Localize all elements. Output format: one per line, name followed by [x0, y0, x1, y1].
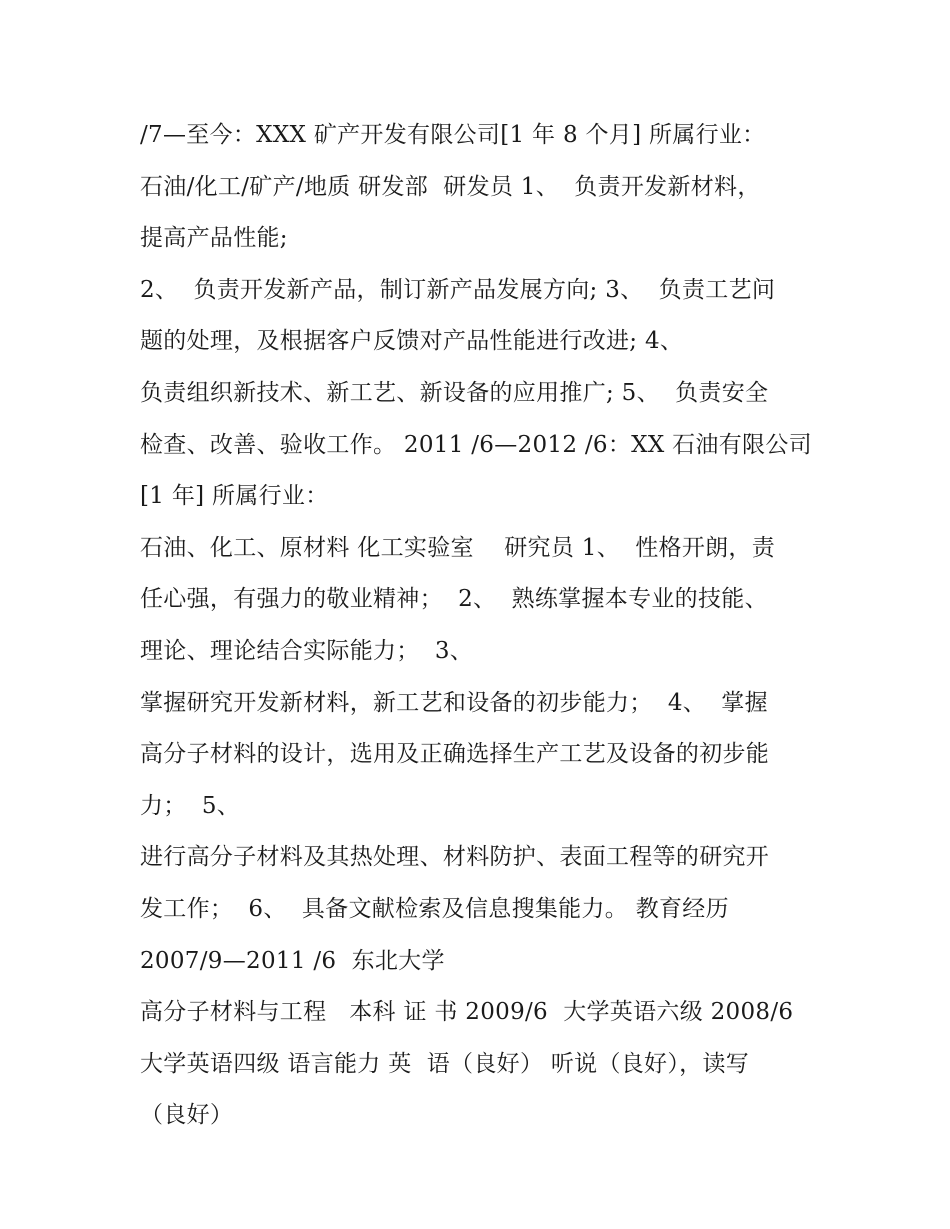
text-line: 高分子材料的设计，选用及正确选择生产工艺及设备的初步能 — [140, 741, 770, 768]
document-body — [140, 110, 830, 1142]
text-line: 大学英语四级 语言能力 英 语（良好） 听说（良好），读写 — [140, 1050, 750, 1077]
text-line: 发工作； 6、 具备文献检索及信息搜集能力。 教育经历 — [140, 895, 729, 922]
text-line: 理论、理论结合实际能力； 3、 — [140, 637, 474, 664]
text-line: 2007/9—2011 /6 东北大学 — [140, 947, 445, 974]
text-line: [1 年] 所属行业： — [140, 483, 329, 510]
text-line: 2、 负责开发新产品，制订新产品发展方向; 3、 负责工艺问 — [140, 276, 776, 303]
text-line: 提高产品性能; — [140, 225, 288, 252]
text-line: 石油/化工/矿产/地质 研发部 研发员 1、 负责开发新材料， — [140, 173, 761, 200]
text-line: 力； 5、 — [140, 792, 241, 819]
text-line: （良好） — [140, 1102, 234, 1129]
text-line: 负责组织新技术、新工艺、新设备的应用推广; 5、 负责安全 — [140, 379, 769, 406]
text-line: 进行高分子材料及其热处理、材料防护、表面工程等的研究开 — [140, 844, 770, 871]
text-line: 题的处理，及根据客户反馈对产品性能进行改进; 4、 — [140, 328, 684, 355]
text-line: 任心强，有强力的敬业精神； 2、 熟练掌握本专业的技能、 — [140, 586, 768, 613]
text-line: 石油、化工、原材料 化工实验室 研究员 1、 性格开朗，责 — [140, 534, 776, 561]
text-line: /7—至今：XXX 矿产开发有限公司[1 年 8 个月] 所属行业： — [140, 122, 766, 148]
text-line: 高分子材料与工程 本科 证 书 2009/6 大学英语六级 2008/6 — [140, 999, 794, 1026]
text-line: 检查、改善、验收工作。 2011 /6—2012 /6：XX 石油有限公司 — [140, 431, 812, 458]
text-line: 掌握研究开发新材料，新工艺和设备的初步能力； 4、 掌握 — [140, 689, 768, 716]
